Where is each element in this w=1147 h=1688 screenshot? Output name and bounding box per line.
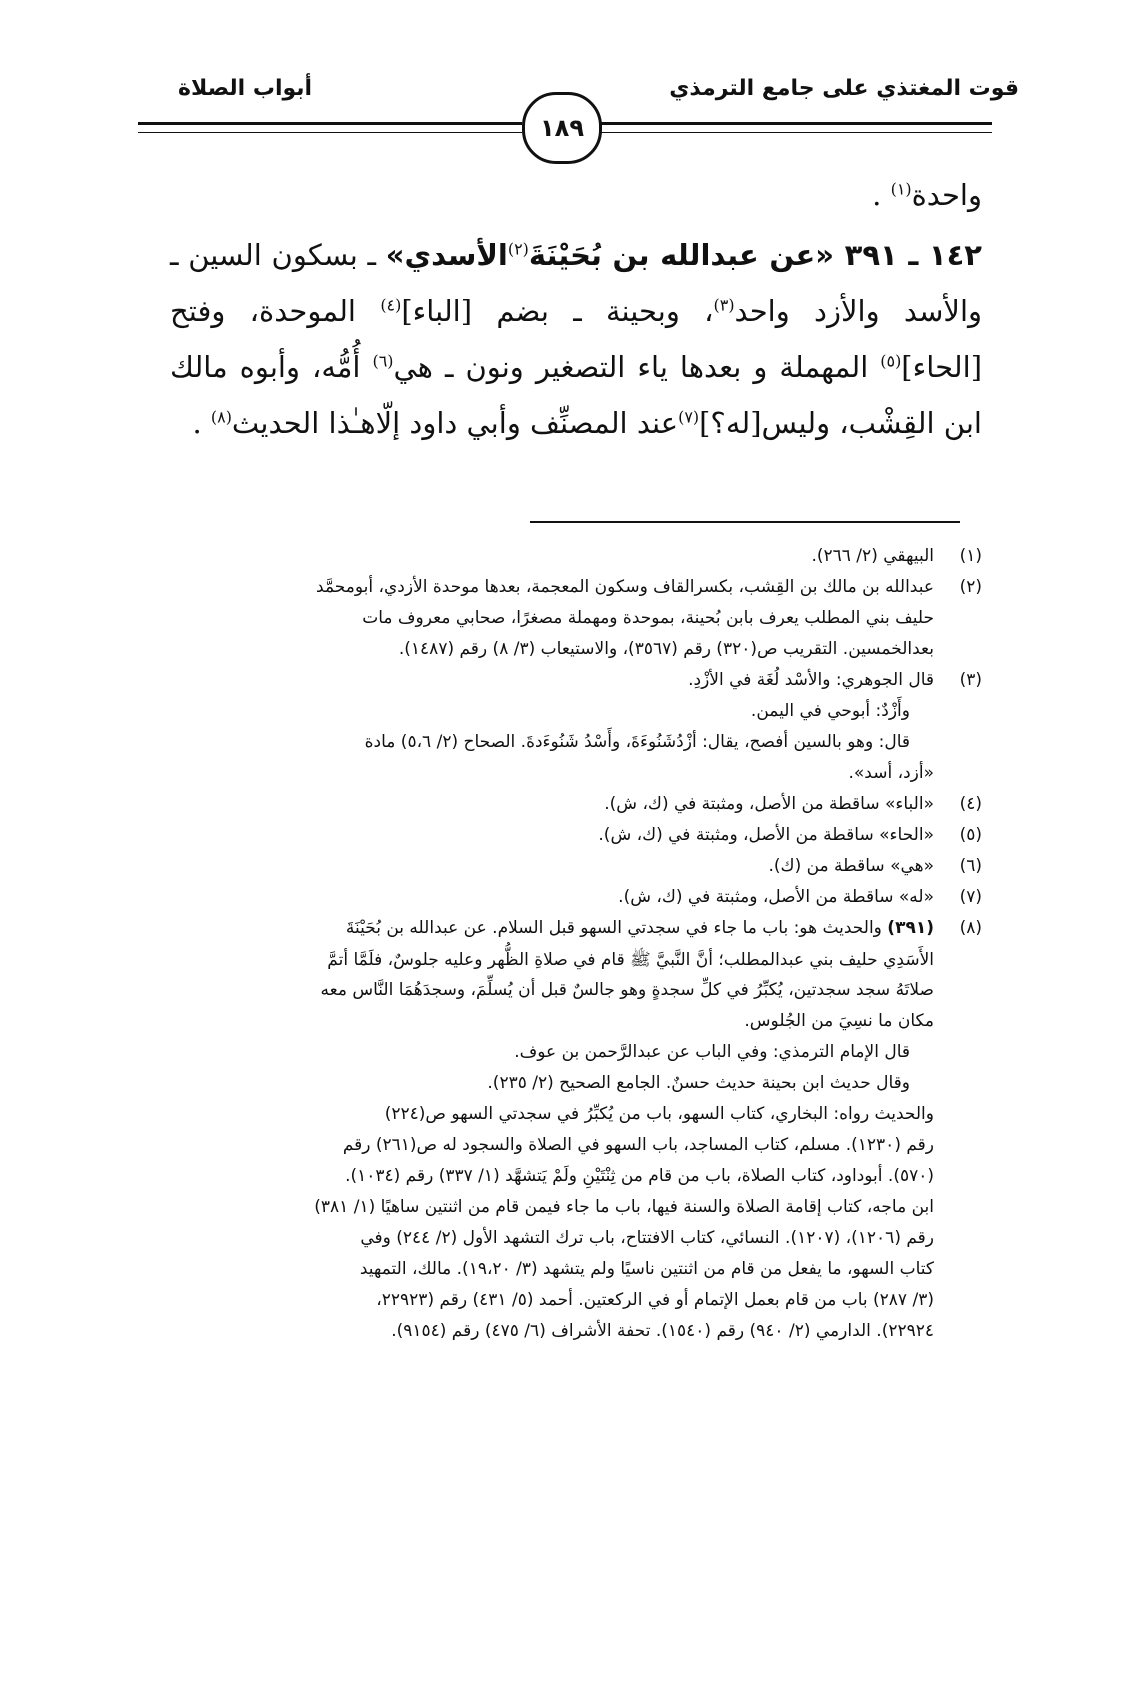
- main-line-1: [872, 178, 982, 212]
- footnote-number: (١): [959, 546, 982, 566]
- footnote-line: [360, 1259, 982, 1279]
- footnote-text: بعدالخمسين. التقريب ص(٣٢٠) رقم (٣٥٦٧)، والاستيعاب (٣/ ٨) رقم (١٤٨٧).: [398, 639, 934, 659]
- main-text-span: والأسد والأزد واحد: [734, 294, 983, 328]
- footnote-number: (٦): [959, 856, 982, 876]
- footnote-ref: (٧): [678, 407, 700, 427]
- main-text-span: [الحاء]: [901, 350, 983, 384]
- footnote-ref: (٢): [507, 239, 529, 259]
- footnote-text: قال الإمام الترمذي: وفي الباب عن عبدالرَّحمن بن عوف.: [514, 1042, 910, 1062]
- main-text-span: عند المصنِّف وأبي داود إلّاهـٰذا الحديث: [231, 406, 679, 440]
- footnote-text: وقال حديث ابن بحينة حديث حسنٌ. الجامع الصحيح (٢/ ٢٣٥).: [487, 1073, 910, 1093]
- running-header-chapter-title: أبواب الصلاة: [178, 76, 313, 101]
- footnote-text: ابن ماجه، كتاب إقامة الصلاة والسنة فيها، باب ما جاء فيمن قام من اثنتين ساهيًا (١/ ٣٨١): [314, 1197, 934, 1217]
- hadith-narrator: الأسدي»: [385, 238, 508, 272]
- hadith-number: ١٤٢ ـ ٣٩١: [834, 238, 982, 272]
- main-text-span: ـ بسكون السين ـ: [170, 238, 386, 272]
- footnote-line: [849, 763, 983, 783]
- header-rule-right: [596, 122, 992, 133]
- footnote-1: [811, 546, 982, 566]
- footnote-line: [365, 732, 982, 752]
- footnote-line: [327, 949, 982, 974]
- footnote-text: رقم (١٢٠٦)، (١٢٠٧). النسائي، كتاب الافتتاح، باب ترك التشهد الأول (٢/ ٢٤٤) وفي: [360, 1228, 934, 1248]
- footnote-text: (٥٧٠). أبوداود، كتاب الصلاة، باب من قام من ثِنْتَيْنِ ولَمْ يَتشهَّد (١/ ٣٣٧) رقم (١٠٣٤).: [345, 1166, 934, 1186]
- footnote-8: [346, 918, 982, 938]
- footnote-ref: (٦): [372, 351, 394, 371]
- footnote-ref: (٤): [380, 295, 402, 315]
- footnote-5: [598, 825, 982, 845]
- footnote-3: [688, 670, 982, 690]
- footnote-number: (٥): [959, 825, 982, 845]
- footnote-text: والحديث رواه: البخاري، كتاب السهو، باب من يُكبِّرُ في سجدتي السهو ص(٢٢٤): [384, 1104, 934, 1124]
- footnote-line: [345, 1166, 982, 1186]
- footnote-line: [751, 701, 982, 721]
- hadith-number: (٣٩١): [887, 918, 934, 938]
- footnote-text: «الباء» ساقطة من الأصل، ومثبتة في (ك، ش).: [604, 794, 934, 814]
- footnote-text: رقم (١٢٣٠). مسلم، كتاب المساجد، باب السهو في الصلاة والسجود له ص(٢٦١) رقم: [342, 1135, 934, 1155]
- footnote-line: [399, 639, 982, 659]
- footnote-text: صلاتَهُ سجد سجدتين، يُكبِّرُ في كلِّ سجدةٍ وهو جالسٌ قبل أن يُسلِّمَ، وسجدَهُمَا النَّاس معه: [320, 980, 934, 1000]
- footnote-text: حليف بني المطلب يعرف بابن بُحينة، بموحدة ومهملة مصغرًا، صحابي معروف مات: [362, 608, 934, 628]
- footnote-text: قال: وهو بالسين أفصح، يقال: أزْدُشَنُوءَةَ، وأَسْدُ شَنُوءَدةَ. الصحاح (٢/ ٥،٦) مادة: [364, 732, 910, 752]
- footnote-ref: (٨): [210, 407, 232, 427]
- running-header-book-title: قوت المغتذي على جامع الترمذي: [669, 76, 1019, 101]
- footnote-6: [769, 856, 982, 876]
- footnote-text: الأَسَدِي حليف بني عبدالمطلب؛ أنَّ النَّبيَّ ﷺ قام في صلاةِ الظُّهر وعليه جلوسٌ، فلَمَّا أتمَّ: [327, 950, 934, 970]
- footnote-ref: (١): [890, 179, 912, 199]
- footnote-number: (٣): [959, 670, 982, 690]
- footnote-line: [343, 1135, 982, 1155]
- footnote-text: والحديث هو: باب ما جاء في سجدتي السهو قبل السلام. عن عبدالله بن بُحَيْنَةَ: [345, 918, 888, 938]
- hadith-narrator: «عن عبدالله بن بُحَيْنَةَ: [528, 238, 835, 272]
- footnote-text: (٣/ ٢٨٧) باب من قام بعمل الإتمام أو في الركعتين. أحمد (٥/ ٤٣١) رقم (٢٢٩٢٣،: [376, 1290, 934, 1310]
- header-rule-left: [138, 122, 522, 133]
- footnote-line: [744, 1011, 982, 1031]
- footnote-line: [360, 1228, 982, 1248]
- footnote-text: البيهقي (٢/ ٢٦٦).: [811, 546, 934, 566]
- footnote-line: [362, 608, 982, 628]
- main-text-span: واحدة: [911, 178, 982, 212]
- footnote-7: [618, 887, 982, 907]
- footnote-number: (٨): [959, 918, 982, 938]
- page-number: ١٨٩: [522, 92, 602, 164]
- footnote-line: [321, 980, 982, 1000]
- main-text-span: ، وبحينة ـ بضم [الباء]: [401, 294, 714, 328]
- main-text-span: .: [872, 178, 891, 212]
- footnote-text: عبدالله بن مالك بن القِشب، بكسرالقاف وسكون المعجمة، بعدها موحدة الأزدي، أبومحمَّد: [316, 577, 934, 597]
- footnote-text: «أزد، أسد».: [848, 763, 934, 783]
- footnote-text: مكان ما نسِيَ من الجُلوس.: [744, 1011, 934, 1031]
- footnote-line: [314, 1197, 982, 1217]
- main-text-span: المهملة و بعدها ياء التصغير ونون ـ هي: [393, 350, 881, 384]
- footnote-line: [391, 1321, 982, 1341]
- footnote-line: [487, 1073, 982, 1093]
- footnote-text: قال الجوهري: والأسْد لُغَة في الأزْدِ.: [688, 670, 934, 690]
- footnote-2: [316, 577, 982, 597]
- main-text-span: أُمُّه، وأبوه مالك: [170, 350, 373, 384]
- main-line-2: [170, 238, 982, 272]
- footnote-number: (٢): [959, 577, 982, 597]
- footnote-number: (٤): [959, 794, 982, 814]
- footnote-text: «الحاء» ساقطة من الأصل، ومثبتة في (ك، ش).: [598, 825, 934, 845]
- footnote-number: (٧): [959, 887, 982, 907]
- footnote-ref: (٣): [713, 295, 735, 315]
- main-text-span: ابن القِشْب، وليس[له؟]: [699, 406, 982, 440]
- footnote-line: [376, 1290, 982, 1310]
- main-text-span: الموحدة، وفتح: [170, 294, 381, 328]
- footnote-separator: [530, 521, 960, 523]
- main-text-span: .: [192, 406, 211, 440]
- footnote-line: [385, 1104, 982, 1124]
- footnote-text: «له» ساقطة من الأصل، ومثبتة في (ك، ش).: [618, 887, 934, 907]
- main-line-5: [192, 406, 982, 440]
- footnote-4: [604, 794, 982, 814]
- footnote-text: ٢٢٩٢٤). الدارمي (٢/ ٩٤٠) رقم (١٥٤٠). تحفة الأشراف (٦/ ٤٧٥) رقم (٩١٥٤).: [391, 1321, 934, 1341]
- main-line-4: [170, 350, 982, 384]
- footnote-line: [514, 1042, 982, 1062]
- footnote-text: كتاب السهو، ما يفعل من قام من اثنتين ناسيًا ولم يتشهد (٣/ ١٩،٢٠). مالك، التمهيد: [359, 1259, 934, 1279]
- footnote-text: وأَزْدٌ: أبوحي في اليمن.: [750, 701, 910, 721]
- footnote-ref: (٥): [880, 351, 902, 371]
- footnote-text: «هي» ساقطة من (ك).: [768, 856, 934, 876]
- main-line-3: [170, 294, 982, 328]
